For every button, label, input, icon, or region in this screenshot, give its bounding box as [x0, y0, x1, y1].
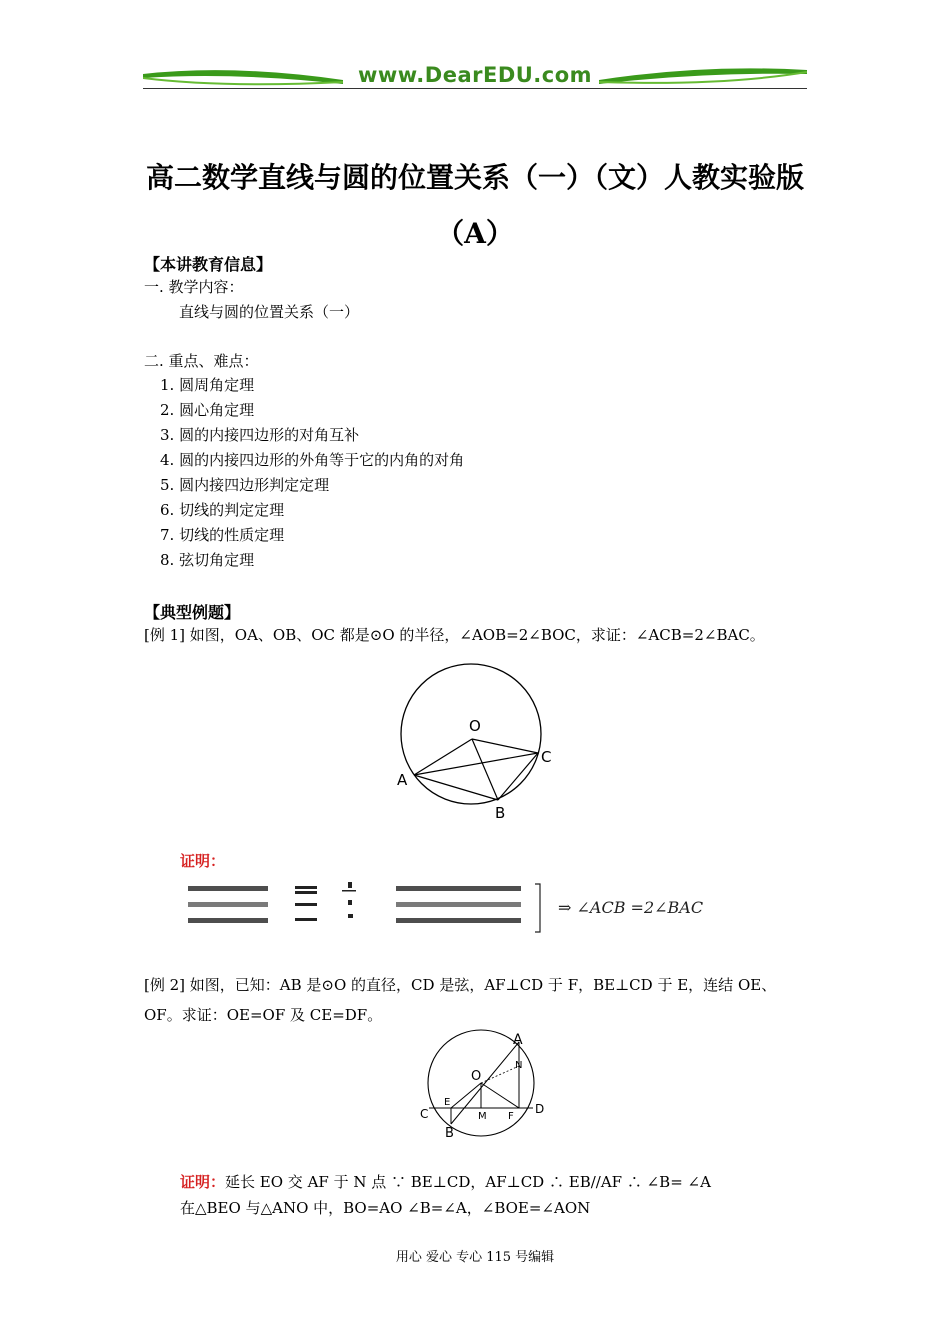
label-E: E [444, 1097, 451, 1108]
example1-statement: [例 1] 如图，OA、OB、OC 都是⊙O 的半径，∠AOB=2∠BOC，求证：∠ACB=2∠BAC。 [144, 626, 765, 644]
label-B: B [495, 804, 506, 822]
label-F: F [508, 1111, 514, 1122]
example2-statement: [例 2] 如图，已知：AB 是⊙O 的直径，CD 是弦，AF⊥CD 于 F，BE⊥CD 于 E，连结 OE、OF。求证：OE=OF 及 CE=DF。 [144, 976, 777, 1024]
example2-circle-diagram [415, 1022, 555, 1144]
list-item: 3. 圆的内接四边形的对角互补 [160, 426, 360, 444]
example2-proof-line1: 延长 EO 交 AF 于 N 点 ∵ BE⊥CD，AF⊥CD ∴ EB//AF ∴ ∠B= ∠A [225, 1173, 711, 1191]
segment-OF [481, 1083, 519, 1108]
label-M: M [478, 1111, 487, 1122]
label-C: C [541, 748, 552, 766]
list-item: 8. 弦切角定理 [160, 551, 255, 569]
list-item: 7. 切线的性质定理 [160, 526, 285, 544]
key-points-list [160, 373, 464, 573]
list-item: 4. 圆的内接四边形的外角等于它的内角的对角 [160, 451, 465, 469]
list-item: 1. 圆周角定理 [160, 376, 255, 394]
label-O: O [471, 1069, 482, 1084]
example1-proof-label: 证明： [180, 852, 226, 870]
label-B: B [445, 1126, 454, 1141]
label-N: N [515, 1060, 523, 1071]
example1-proof-formula-graphic [180, 880, 730, 936]
label-D: D [535, 1102, 545, 1116]
site-url: www.DearEDU.com [357, 63, 593, 87]
page-footer: 用心 爱心 专心 115 号编辑 [395, 1250, 555, 1265]
example2-proof-label: 证明： [180, 1173, 226, 1191]
content-text: 直线与圆的位置关系（一） [179, 303, 360, 321]
section-heading-info: 【本讲教育信息】 [144, 255, 273, 274]
segment-BC [498, 753, 538, 800]
label-C: C [420, 1107, 429, 1121]
list-item: 5. 圆内接四边形判定定理 [160, 476, 330, 494]
example1-conclusion: ⇒ ∠ACB =2∠BAC [558, 898, 704, 917]
list-item: 6. 切线的判定定理 [160, 501, 285, 519]
key-points-label: 二. 重点、难点： [144, 352, 259, 370]
content-label: 一. 教学内容： [144, 278, 244, 296]
section-heading-examples: 【典型例题】 [144, 603, 241, 622]
list-item: 2. 圆心角定理 [160, 401, 255, 419]
label-A: A [397, 771, 408, 789]
example2-proof-line1-wrap [180, 1171, 711, 1192]
label-A: A [513, 1032, 523, 1048]
page-title: 高二数学直线与圆的位置关系（一）（文）人教实验版（A） [145, 161, 804, 250]
segment-OB [472, 739, 498, 800]
example1-circle-diagram [380, 660, 580, 825]
example2-proof-line2: 在△BEO 与△ANO 中，BO=AO ∠B=∠A，∠BOE=∠AON [180, 1199, 591, 1217]
segment-OC [472, 739, 538, 753]
segment-OE [451, 1083, 481, 1108]
label-O: O [469, 717, 481, 735]
header-divider [143, 88, 807, 89]
